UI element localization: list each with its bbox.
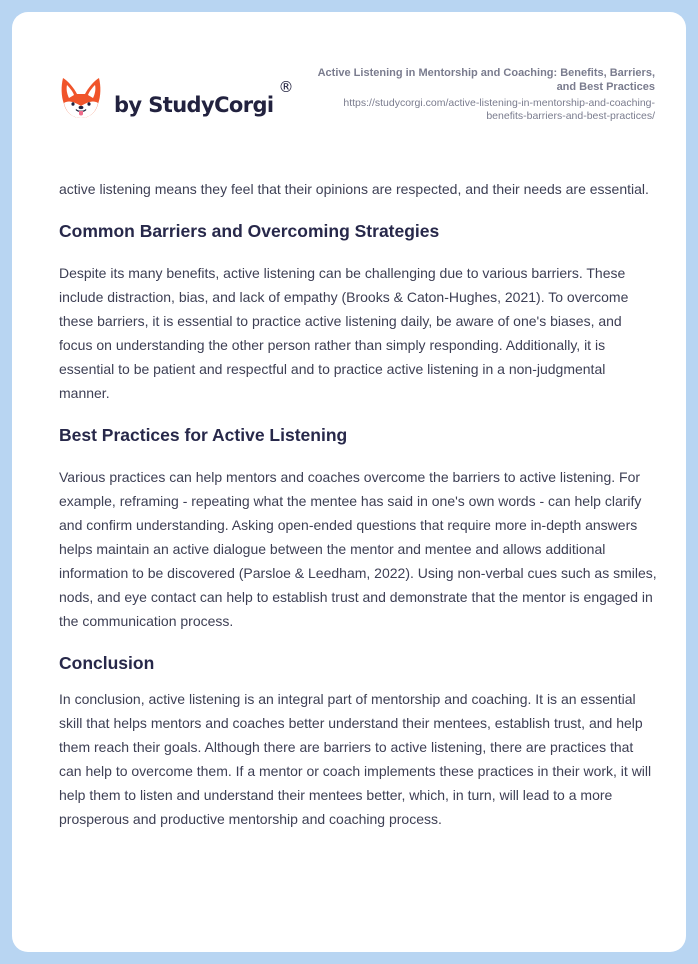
document-url[interactable]: https://studycorgi.com/active-listening-in-mentorship-and-coaching-benefits-barriers-and-best-practices/ [343, 97, 655, 122]
corgi-face-icon [60, 76, 102, 122]
document-title: Active Listening in Mentorship and Coaching: Benefits, Barriers, and Best Practices [317, 67, 655, 93]
document-body [59, 177, 659, 831]
document-card [12, 12, 686, 952]
section-heading-best-practices: Best Practices for Active Listening [59, 425, 348, 445]
document-meta [315, 66, 655, 123]
studycorgi-logo[interactable] [60, 76, 294, 122]
registered-mark: ® [278, 78, 294, 96]
intro-paragraph: active listening means they feel that their opinions are respected, and their needs are essential. [59, 181, 649, 197]
section-paragraph-barriers: Despite its many benefits, active listening can be challenging due to various barriers. These include distraction, bias, and lack of empathy (Brooks & Caton-Hughes, 2021). To overcome these barriers, it is essential to practice active listening daily, be aware of one's biases, and focus on understanding the other person rather than simply responding. Additionally, it is essential to be patient and respectful and to practice active listening in a non-judgmental manner. [59, 265, 629, 401]
section-paragraph-conclusion: In conclusion, active listening is an integral part of mentorship and coaching. It is an essential skill that helps mentors and coaches better understand their mentees, establish trust, and help them reach their goals. Although there are barriers to active listening, there are practices that can help to overcome them. If a mentor or coach implements these practices in their work, it will help them to listen and understand their mentees better, which, in turn, will lead to a more prosperous and productive mentorship and coaching process. [59, 691, 652, 827]
section-paragraph-best-practices: Various practices can help mentors and coaches overcome the barriers to active listening. For example, reframing - repeating what the mentee has said in one's own words - can help clarify and confirm understanding. Asking open-ended questions that require more in-depth answers helps maintain an active dialogue between the mentor and mentee and allows additional information to be discovered (Parsloe & Leedham, 2022). Using non-verbal cues such as smiles, nods, and eye contact can help to establish trust and demonstrate that the mentor is engaged in the communication process. [59, 469, 657, 629]
logo-text: by StudyCorgi [114, 93, 274, 117]
document-header [12, 12, 686, 162]
section-heading-barriers: Common Barriers and Overcoming Strategies [59, 221, 440, 241]
section-heading-conclusion: Conclusion [59, 653, 155, 673]
